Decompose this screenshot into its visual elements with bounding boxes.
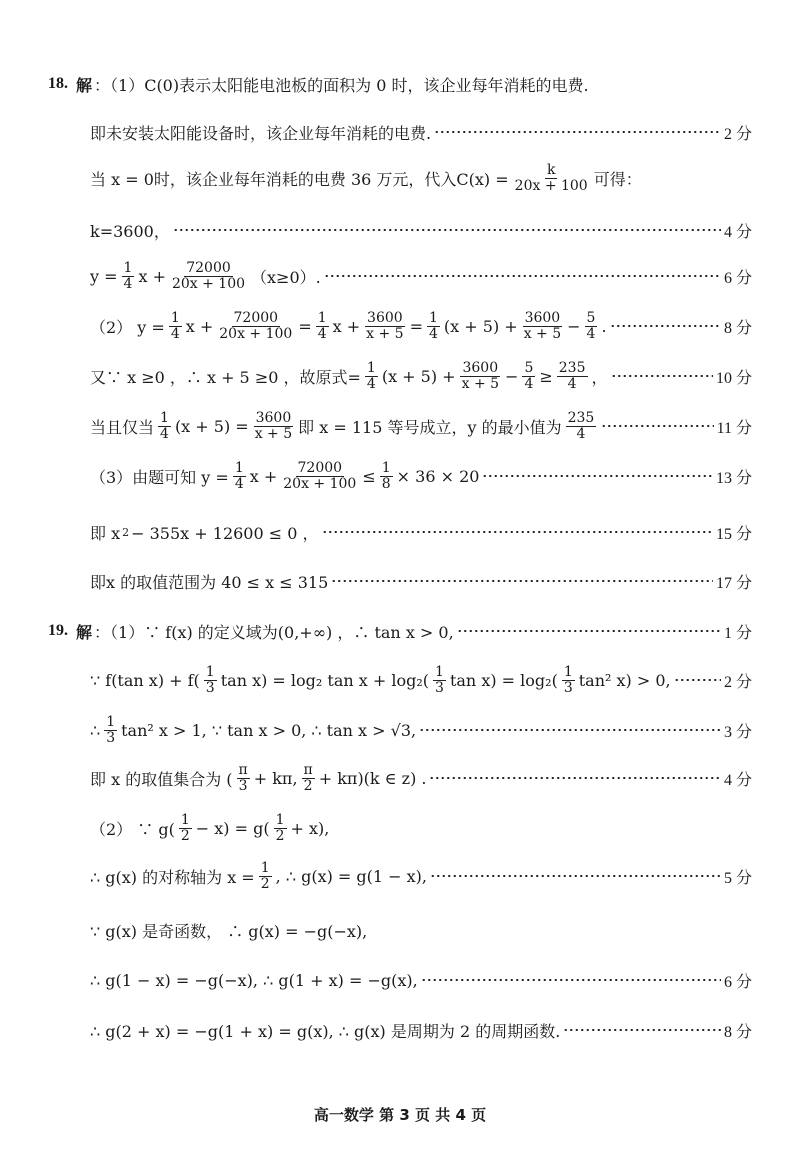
q18-line-4 <box>90 212 752 248</box>
fraction <box>274 813 287 843</box>
dot-leader <box>457 630 721 632</box>
q18-part1-intro: ：（1）C(0)表示太阳能电池板的面积为 0 时，该企业每年消耗的电费. <box>94 75 589 95</box>
fraction-numerator: 1 <box>123 260 133 276</box>
fraction <box>427 311 440 341</box>
fraction <box>158 411 171 441</box>
fraction-numerator: 1 <box>170 310 180 326</box>
fraction-denominator: 8 <box>381 475 391 492</box>
fraction-numerator: 1 <box>366 360 376 376</box>
score-label: 4 分 <box>723 223 752 241</box>
fraction-denominator: 4 <box>160 425 169 442</box>
q19-line-9 <box>90 1012 752 1048</box>
fraction-denominator: 4 <box>567 375 577 392</box>
dot-leader <box>674 679 721 681</box>
fraction-numerator: 3600 <box>524 310 561 326</box>
fraction-denominator: x + 5 <box>366 325 404 342</box>
q18-line-9 <box>90 458 752 494</box>
fraction <box>237 763 250 793</box>
q19-line-3 <box>90 712 752 748</box>
score-label: 4 分 <box>723 771 752 789</box>
fraction-numerator: 1 <box>429 310 438 326</box>
q18-line-6 <box>90 308 752 344</box>
score-label: 10 分 <box>715 369 752 387</box>
math-text: 即 x 的取值集合为 ( <box>90 769 233 789</box>
fraction <box>104 715 117 745</box>
fraction-numerator: 1 <box>563 664 573 680</box>
math-text: + x), <box>290 818 330 838</box>
fraction-denominator: 4 <box>170 325 180 342</box>
q18-line-5 <box>90 258 752 294</box>
math-text: （x≥0）. <box>251 267 321 287</box>
fraction-numerator: 1 <box>180 812 190 828</box>
math-text: − x) = g( <box>195 818 270 838</box>
fraction <box>557 361 588 391</box>
fraction-denominator: 20x + 100 <box>171 275 246 292</box>
math-text: 即 x = 115 等号成立，y 的最小值为 <box>298 417 562 437</box>
math-text: x + <box>332 316 361 336</box>
fraction-denominator: 3 <box>435 679 444 696</box>
score-label: 6 分 <box>723 269 752 287</box>
math-text: k=3600， <box>90 221 170 241</box>
dot-leader <box>430 875 721 877</box>
solve-label: 解 <box>76 622 93 642</box>
fraction-denominator: 4 <box>429 325 438 342</box>
math-text: ∴ g(2 + x) = −g(1 + x) = g(x), ∴ g(x) 是周期为 2 的周期函数. <box>90 1021 561 1041</box>
fraction <box>433 665 446 695</box>
math-text: ≤ <box>362 466 376 486</box>
math-text: 可得： <box>593 169 642 189</box>
math-text: x + <box>249 466 278 486</box>
exponent: 2 <box>122 525 130 539</box>
dot-leader <box>173 229 721 231</box>
score-label: 5 分 <box>723 869 752 887</box>
fraction <box>169 311 182 341</box>
fraction <box>259 861 272 891</box>
q18-line2-text: 即未安装太阳能设备时，该企业每年消耗的电费. <box>90 123 432 143</box>
math-text: + kπ)(k ∈ z) . <box>318 768 427 788</box>
math-text: ∴ g(x) 的对称轴为 x = <box>90 867 255 887</box>
dot-leader <box>421 979 721 981</box>
dot-leader <box>610 325 721 327</box>
question-number: 18. <box>48 75 68 92</box>
fraction-numerator: 1 <box>205 664 215 680</box>
math-text: x + <box>138 266 166 286</box>
q19-line-8 <box>90 962 752 998</box>
fraction-numerator: 72000 <box>297 460 343 476</box>
fraction-numerator: 3600 <box>367 310 403 326</box>
fraction-denominator: 4 <box>366 375 376 392</box>
fraction-denominator: 4 <box>576 425 586 442</box>
math-text: tan² x > 1, ∵ tan x > 0, ∴ tan x > √3, <box>121 720 417 740</box>
q19-line-4 <box>90 760 752 796</box>
fraction <box>566 411 597 441</box>
fraction-numerator: π <box>303 762 313 778</box>
fraction-denominator: 3 <box>563 679 573 696</box>
question-number: 19. <box>48 622 68 639</box>
q18-line-11 <box>90 563 752 599</box>
q19-line-6 <box>90 858 752 894</box>
fraction-denominator: 4 <box>586 325 596 342</box>
fraction-numerator: 5 <box>586 310 596 326</box>
math-text: tan² x) > 0, <box>578 670 671 690</box>
math-text: y = <box>90 266 118 286</box>
fraction-numerator: 1 <box>317 310 327 326</box>
fraction <box>522 361 535 391</box>
math-text: . <box>601 316 607 336</box>
fraction <box>513 163 590 193</box>
math-text: ：（1）∵ f(x) 的定义域为(0,+∞) ，∴ tan x > 0, <box>94 622 454 642</box>
math-text: (x + 5) + <box>381 366 456 386</box>
dot-leader <box>482 475 713 477</box>
solve-label: 解 <box>76 75 93 95</box>
fraction-numerator: 1 <box>160 410 169 426</box>
fraction-denominator: 3 <box>106 729 116 746</box>
fraction-numerator: 72000 <box>233 310 279 326</box>
score-label: 6 分 <box>723 973 752 991</box>
fraction <box>204 665 217 695</box>
fraction <box>364 311 405 341</box>
fraction-denominator: x + 5 <box>254 425 293 442</box>
fraction-denominator: 4 <box>524 375 534 392</box>
q19-line-7 <box>90 912 752 948</box>
fraction-denominator: 4 <box>234 475 244 492</box>
score-label: 17 分 <box>715 574 752 592</box>
fraction <box>233 461 246 491</box>
fraction-denominator: 20x + 100 <box>219 325 293 342</box>
dot-leader <box>601 425 713 427</box>
q18-line-3 <box>90 160 752 196</box>
fraction-numerator: 235 <box>558 360 586 376</box>
dot-leader <box>429 777 721 779</box>
math-text: tan x) = log₂ tan x + log₂( <box>220 670 430 690</box>
fraction <box>281 461 358 491</box>
q18-line-10 <box>90 514 752 550</box>
fraction-numerator: k <box>546 162 556 178</box>
math-text: ∴ g(1 − x) = −g(−x), ∴ g(1 + x) = −g(x), <box>90 970 418 990</box>
math-text: （2） ∵ g( <box>90 819 175 839</box>
math-text: (x + 5) + <box>443 316 518 336</box>
fraction-numerator: 1 <box>234 460 244 476</box>
score-label: 1 分 <box>723 624 752 642</box>
fraction-denominator: 20x + 100 <box>283 475 357 492</box>
fraction-numerator: 1 <box>435 664 444 680</box>
math-text: = <box>409 316 423 336</box>
fraction-denominator: 2 <box>275 827 285 844</box>
score-label: 11 分 <box>716 419 752 437</box>
math-text: ∵ f(tan x) + f( <box>90 670 200 690</box>
dot-leader <box>611 375 713 377</box>
math-text: + kπ, <box>253 768 298 788</box>
math-text: = <box>298 316 312 336</box>
math-text: 当 x = 0时，该企业每年消耗的电费 36 万元，代入C(x) = <box>90 169 509 189</box>
fraction-numerator: 1 <box>106 714 116 730</box>
fraction-numerator: 1 <box>381 460 391 476</box>
fraction-denominator: 3 <box>238 777 248 794</box>
math-text: tan x) = log₂( <box>449 670 558 690</box>
dot-leader <box>331 580 713 582</box>
q19-line-1 <box>48 613 752 649</box>
dot-leader <box>322 531 713 533</box>
page-footer: 高一数学 第 3 页 共 4 页 <box>313 1106 487 1124</box>
q18-line-8 <box>90 408 752 444</box>
math-text: (x + 5) = <box>174 416 249 436</box>
fraction <box>365 361 378 391</box>
fraction-denominator: 4 <box>317 325 327 342</box>
fraction <box>122 261 135 291</box>
fraction <box>522 311 563 341</box>
math-text: − <box>567 316 581 336</box>
dot-leader <box>419 729 721 731</box>
q19-line-2 <box>90 662 752 698</box>
fraction-numerator: 235 <box>567 410 595 426</box>
fraction-denominator: x + 5 <box>461 375 500 392</box>
fraction <box>217 311 294 341</box>
fraction <box>170 261 247 291</box>
dot-leader <box>324 275 721 277</box>
fraction-denominator: 3 <box>205 679 215 696</box>
fraction <box>460 361 501 391</box>
fraction-numerator: 3600 <box>255 410 292 426</box>
math-text: ， <box>591 367 608 387</box>
q19-line-5 <box>90 810 752 846</box>
score-label: 8 分 <box>723 319 752 337</box>
math-text: 又∵ x ≥0 ，∴ x + 5 ≥0 ，故原式= <box>90 367 361 387</box>
dot-leader <box>563 1029 721 1031</box>
fraction-denominator: 2 <box>180 827 190 844</box>
fraction-denominator: 2 <box>303 777 313 794</box>
fraction-denominator: 2 <box>260 875 270 892</box>
math-text: 当且仅当 <box>90 417 155 437</box>
fraction-numerator: 72000 <box>186 260 231 276</box>
math-text: ∵ g(x) 是奇函数， ∴ g(x) = −g(−x), <box>90 921 368 941</box>
fraction <box>585 311 598 341</box>
fraction <box>253 411 294 441</box>
fraction <box>562 665 575 695</box>
math-text: （2） y = <box>90 317 165 337</box>
fraction-numerator: 1 <box>275 812 285 828</box>
math-text: 即 x <box>90 523 121 543</box>
math-text: （3）由题可知 y = <box>90 467 229 487</box>
fraction-numerator: π <box>238 762 248 778</box>
math-text: x + <box>185 316 214 336</box>
fraction-numerator: 1 <box>260 860 270 876</box>
fraction <box>179 813 192 843</box>
fraction-denominator: 20x + 100 <box>514 177 588 194</box>
math-text: 即x 的取值范围为 40 ≤ x ≤ 315 <box>90 572 329 592</box>
q18-line-1 <box>48 66 752 102</box>
dot-leader <box>434 131 721 133</box>
score-label: 2 分 <box>723 125 752 143</box>
score-label: 3 分 <box>723 723 752 741</box>
fraction-denominator: 4 <box>123 275 133 292</box>
fraction-denominator: x + 5 <box>523 325 562 342</box>
q18-line-7 <box>90 358 752 394</box>
fraction <box>302 763 315 793</box>
fraction <box>380 461 393 491</box>
math-text: × 36 × 20 <box>396 466 480 486</box>
fraction-numerator: 5 <box>524 360 534 376</box>
math-text: − <box>505 366 519 386</box>
score-label: 2 分 <box>723 673 752 691</box>
math-text: ∴ <box>90 720 101 740</box>
q18-line-2 <box>90 114 752 150</box>
score-label: 8 分 <box>723 1023 752 1041</box>
score-label: 15 分 <box>715 525 752 543</box>
fraction-numerator: 3600 <box>462 360 499 376</box>
math-text: , ∴ g(x) = g(1 − x), <box>275 866 427 886</box>
score-label: 13 分 <box>715 469 752 487</box>
math-text: − 355x + 12600 ≤ 0 ， <box>131 523 319 543</box>
fraction <box>316 311 329 341</box>
math-text: ≥ <box>539 366 553 386</box>
